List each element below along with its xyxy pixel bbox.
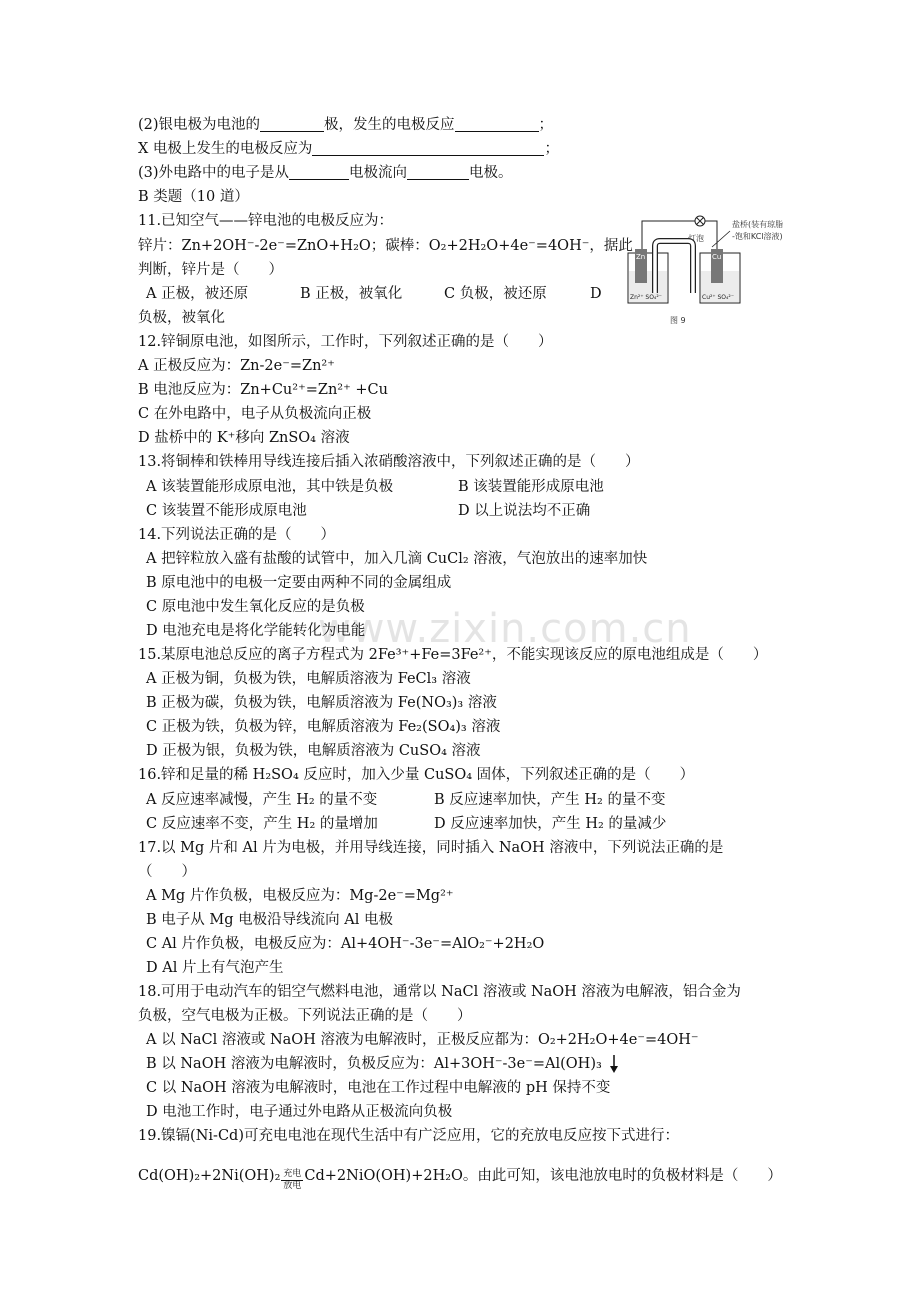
q18-stem: 18.可用于电动汽车的铝空气燃料电池，通常以 NaCl 溶液或 NaOH 溶液为电解液，铝合金为 <box>138 984 741 1000</box>
option-d[interactable]: D <box>590 286 602 302</box>
q12-option-b[interactable]: B 电池反应为：Zn+Cu²⁺=Zn²⁺ +Cu <box>138 382 388 398</box>
q10-line2 <box>138 113 553 137</box>
option-d[interactable]: D 以上说法均不正确 <box>458 503 591 519</box>
q17-stem-cont: （ ） <box>138 864 196 880</box>
q14-option-a[interactable]: A 把锌粒放入盛有盐酸的试管中，加入几滴 CuCl₂ 溶液，气泡放出的速率加快 <box>146 551 648 567</box>
right-solution-label: Cu²⁺ SO₄²⁻ <box>702 294 734 301</box>
q17-option-c[interactable]: C Al 片作负极，电极反应为：Al+4OH⁻-3e⁻=AlO₂⁻+2H₂O <box>146 936 545 952</box>
watermark: www.zixin.com.cn <box>318 606 692 652</box>
q17-option-b[interactable]: B 电子从 Mg 电极沿导线流向 Al 电极 <box>146 912 393 928</box>
q10-text: ； <box>538 117 554 133</box>
zn-label: Zn <box>636 253 646 261</box>
q11-optd-cont: 负极，被氧化 <box>138 310 225 326</box>
q13-options-row2 <box>146 499 591 523</box>
galvanic-cell-figure <box>620 213 800 338</box>
equation-left: Cd(OH)₂+2Ni(OH)₂ <box>138 1168 281 1184</box>
q19-stem: 19.镍镉(Ni-Cd)可充电电池在现代生活中有广泛应用，它的充放电反应按下式进行： <box>138 1128 679 1144</box>
q17-stem: 17.以 Mg 片和 Al 片为电极，并用导线连接，同时插入 NaOH 溶液中，下列说法正确的是 <box>138 840 724 856</box>
q12-option-d[interactable]: D 盐桥中的 K⁺移向 ZnSO₄ 溶液 <box>138 430 350 446</box>
option-d[interactable]: D 反应速率加快，产生 H₂ 的量减少 <box>434 816 667 832</box>
answer-blank[interactable] <box>407 164 469 180</box>
q10-text: 电极流向 <box>349 165 408 181</box>
q12-stem: 12.锌铜原电池，如图所示，工作时，下列叙述正确的是（ ） <box>138 334 553 350</box>
q16-options-row1 <box>146 788 666 812</box>
q10-line4 <box>138 161 513 185</box>
q10-text: 电极。 <box>469 165 513 181</box>
q15-option-b[interactable]: B 正极为碳，负极为铁，电解质溶液为 Fe(NO₃)₃ 溶液 <box>146 695 497 711</box>
answer-blank[interactable] <box>289 164 349 180</box>
q11-line2: 锌片：Zn+2OH⁻-2e⁻=ZnO+H₂O；碳棒：O₂+2H₂O+4e⁻=4OH⁻，据此 <box>138 238 633 254</box>
q14-option-c[interactable]: C 原电池中发生氧化反应的是负极 <box>146 599 365 615</box>
q13-stem: 13.将铜棒和铁棒用导线连接后插入浓硝酸溶液中，下列叙述正确的是（ ） <box>138 454 640 470</box>
q15-option-a[interactable]: A 正极为铜，负极为铁，电解质溶液为 FeCl₃ 溶液 <box>146 671 471 687</box>
salt-bridge-label: 盐桥(装有琼脂 <box>732 220 784 229</box>
q14-option-d[interactable]: D 电池充电是将化学能转化为电能 <box>146 623 366 639</box>
q11-options <box>146 282 602 306</box>
q17-option-a[interactable]: A Mg 片作负极，电极反应为：Mg-2e⁻=Mg²⁺ <box>146 888 454 904</box>
option-a[interactable]: A 反应速率减慢，产生 H₂ 的量不变 <box>146 792 378 808</box>
q12-option-a[interactable]: A 正极反应为：Zn-2e⁻=Zn²⁺ <box>138 358 335 374</box>
q15-stem: 15.某原电池总反应的离子方程式为 2Fe³⁺+Fe=3Fe²⁺，不能实现该反应的原电池组成是（ ） <box>138 647 768 663</box>
option-b[interactable]: B 正极，被氧化 <box>300 286 403 302</box>
lamp-label: 灯泡 <box>688 234 704 243</box>
q10-text: (3)外电路中的电子是从 <box>138 165 290 181</box>
q15-option-c[interactable]: C 正极为铁，负极为锌，电解质溶液为 Fe₂(SO₄)₃ 溶液 <box>146 719 501 735</box>
option-a[interactable]: A 该装置能形成原电池，其中铁是负极 <box>146 479 394 495</box>
q14-stem: 14.下列说法正确的是（ ） <box>138 527 336 543</box>
q10-text: X 电极上发生的电极反应为 <box>138 141 313 157</box>
precipitate-arrow-icon <box>609 1054 619 1074</box>
q18-option-b[interactable] <box>146 1052 619 1076</box>
discharge-label: 放电 <box>283 1181 302 1191</box>
option-a[interactable]: A 正极，被还原 <box>146 286 249 302</box>
q17-option-d[interactable]: D Al 片上有气泡产生 <box>146 960 284 976</box>
left-solution-label: Zn²⁺ SO₄²⁻ <box>630 294 662 301</box>
q15-option-d[interactable]: D 正极为银，负极为铁，电解质溶液为 CuSO₄ 溶液 <box>146 743 481 759</box>
q12-option-c[interactable]: C 在外电路中，电子从负极流向正极 <box>138 406 372 422</box>
q14-option-b[interactable]: B 原电池中的电极一定要由两种不同的金属组成 <box>146 575 452 591</box>
q16-stem: 16.锌和足量的稀 H₂SO₄ 反应时，加入少量 CuSO₄ 固体，下列叙述正确的是（ ） <box>138 767 695 783</box>
q10-text: (2)银电极为电池的 <box>138 117 261 133</box>
answer-blank[interactable] <box>260 116 324 132</box>
q11-line3: 判断，锌片是（ ） <box>138 262 283 278</box>
cu-label: Cu <box>712 253 722 261</box>
reversible-arrow <box>281 1169 303 1191</box>
q18-option-a[interactable]: A 以 NaCl 溶液或 NaOH 溶液为电解液时，正极反应都为：O₂+2H₂O+4e⁻=4OH⁻ <box>146 1032 699 1048</box>
option-b[interactable]: B 该装置能形成原电池 <box>458 479 604 495</box>
q13-options-row1 <box>146 475 604 499</box>
option-c[interactable]: C 反应速率不变，产生 H₂ 的量增加 <box>146 816 378 832</box>
q19-equation <box>138 1164 782 1191</box>
q11-stem: 11.已知空气——锌电池的电极反应为： <box>138 213 394 229</box>
answer-blank[interactable] <box>312 140 544 156</box>
q18-option-b-text: B 以 NaOH 溶液为电解液时，负极反应为：Al+3OH⁻-3e⁻=Al(OH)₃ <box>146 1056 602 1072</box>
option-b[interactable]: B 反应速率加快，产生 H₂ 的量不变 <box>434 792 666 808</box>
answer-blank[interactable] <box>455 116 539 132</box>
q16-options-row2 <box>146 812 667 836</box>
figure-caption: 图 9 <box>670 316 686 325</box>
q10-line3 <box>138 137 559 161</box>
q18-option-c[interactable]: C 以 NaOH 溶液为电解液时，电池在工作过程中电解液的 pH 保持不变 <box>146 1080 611 1096</box>
q10-text: ； <box>544 141 559 157</box>
option-c[interactable]: C 负极，被还原 <box>444 286 547 302</box>
q18-stem-cont: 负极，空气电极为正极。下列说法正确的是（ ） <box>138 1008 472 1024</box>
equation-right: Cd+2NiO(OH)+2H₂O。由此可知，该电池放电时的负极材料是（ ） <box>304 1168 782 1184</box>
section-b-heading: B 类题（10 道） <box>138 189 249 205</box>
charge-label: 充电 <box>283 1169 302 1179</box>
option-c[interactable]: C 该装置不能形成原电池 <box>146 503 307 519</box>
q18-option-d[interactable]: D 电池工作时，电子通过外电路从正极流向负极 <box>146 1104 453 1120</box>
wire <box>705 221 717 251</box>
salt-bridge-label: -饱和KCl溶液) <box>732 232 783 241</box>
q10-text: 极，发生的电极反应 <box>324 117 455 133</box>
